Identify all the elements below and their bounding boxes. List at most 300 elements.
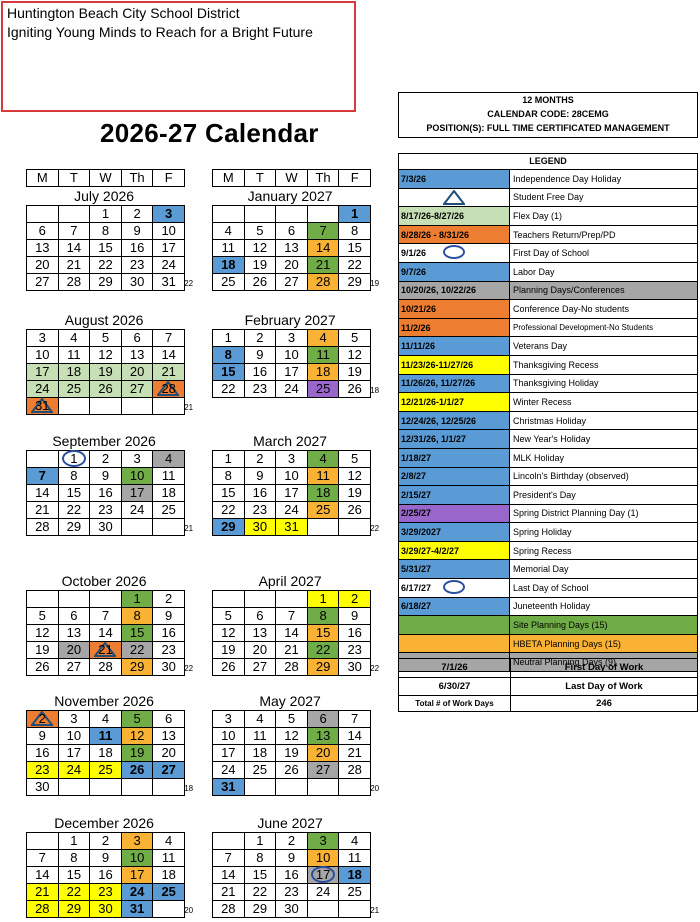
circle-icon <box>443 580 465 594</box>
legend-row <box>399 560 697 579</box>
legend-label: New Year's Holiday <box>513 434 591 445</box>
day-cell <box>338 641 371 659</box>
day-number: 28 <box>35 519 50 534</box>
day-number: 29 <box>66 901 82 916</box>
week-row <box>27 779 185 796</box>
day-number: 4 <box>165 451 173 466</box>
day-number: 24 <box>161 257 176 272</box>
month-title: June 2027 <box>257 815 323 831</box>
day-cell <box>58 467 91 485</box>
day-number: 9 <box>287 850 296 865</box>
day-number: 17 <box>66 745 82 760</box>
day-number: 25 <box>66 381 82 396</box>
day-number: 3 <box>287 451 296 466</box>
day-cell <box>89 467 122 485</box>
legend-key-text: 1/18/27 <box>401 452 432 463</box>
day-cell <box>58 518 91 536</box>
day-number: 21 <box>35 884 50 899</box>
day-number: 16 <box>35 745 50 760</box>
week-row <box>213 330 371 347</box>
day-cell <box>121 832 154 850</box>
day-cell <box>58 590 91 608</box>
day-number: 20 <box>35 257 50 272</box>
day-number: 8 <box>70 468 78 483</box>
legend-key-text: 11/26/26, 11/27/26 <box>401 378 476 389</box>
day-cell <box>58 658 91 676</box>
week-row <box>27 381 185 398</box>
day-cell <box>338 346 371 364</box>
week-row <box>27 451 185 468</box>
day-cell <box>212 744 245 762</box>
week-row <box>27 711 185 728</box>
day-number: 19 <box>129 745 145 760</box>
day-cell <box>338 205 371 223</box>
day-cell <box>89 727 122 745</box>
day-number: 8 <box>256 850 264 865</box>
day-number: 21 <box>66 257 82 272</box>
day-number: 2 <box>165 591 173 606</box>
day-number: 29 <box>221 519 236 534</box>
legend-key-text: 10/20/26, 10/22/26 <box>401 285 477 296</box>
day-number: 10 <box>129 850 145 865</box>
day-number: 4 <box>319 330 327 345</box>
legend-key <box>399 170 510 188</box>
day-number: 8 <box>133 608 141 623</box>
week-row <box>213 519 371 536</box>
week-row <box>27 591 185 608</box>
day-cell <box>244 363 277 381</box>
legend-key-text: 11/2/26 <box>401 322 431 333</box>
day-cell <box>26 273 59 291</box>
day-cell <box>212 710 245 728</box>
day-cell <box>121 363 154 381</box>
day-cell <box>244 866 277 884</box>
day-cell <box>89 658 122 676</box>
legend-row <box>399 598 697 617</box>
day-cell <box>275 900 308 918</box>
day-number: 15 <box>98 240 113 255</box>
day-cell <box>244 607 277 625</box>
weekday-label: M <box>26 169 59 187</box>
day-number: 30 <box>98 519 113 534</box>
weekday-label: Th <box>307 169 340 187</box>
day-cell <box>26 501 59 519</box>
day-number: 24 <box>315 884 331 899</box>
legend-row <box>399 282 697 301</box>
day-number: 30 <box>129 274 145 289</box>
month-title: April 2027 <box>258 573 322 589</box>
day-number: 12 <box>284 728 299 743</box>
day-cell <box>152 744 185 762</box>
day-cell <box>26 222 59 240</box>
legend-label: MLK Holiday <box>513 452 565 463</box>
day-cell <box>26 658 59 676</box>
day-cell <box>121 883 154 901</box>
first-day-row <box>399 659 697 678</box>
day-number: 25 <box>98 762 113 777</box>
day-cell <box>121 849 154 867</box>
day-number: 14 <box>315 240 331 255</box>
week-row <box>213 833 371 850</box>
day-number: 10 <box>129 468 145 483</box>
day-cell <box>89 761 122 779</box>
day-cell <box>212 239 245 257</box>
day-number: 2 <box>287 833 296 848</box>
day-cell <box>307 329 340 347</box>
day-number: 16 <box>252 485 268 500</box>
day-cell <box>121 624 154 642</box>
district-name: Huntington Beach City School District <box>7 5 240 21</box>
legend-heading: LEGEND <box>399 154 697 170</box>
day-cell <box>89 484 122 502</box>
weekday-label: Th <box>121 169 154 187</box>
day-number: 23 <box>161 642 176 657</box>
day-number: 8 <box>101 223 110 238</box>
day-cell <box>26 467 59 485</box>
day-number: 12 <box>221 625 236 640</box>
day-cell <box>307 727 340 745</box>
day-cell <box>244 900 277 918</box>
day-number: 8 <box>351 223 359 238</box>
week-row <box>27 347 185 364</box>
day-number: 21 <box>284 642 299 657</box>
day-number: 9 <box>256 347 264 362</box>
legend-key <box>399 579 510 597</box>
day-number: 4 <box>165 833 173 848</box>
day-number: 19 <box>284 745 299 760</box>
day-number: 2 <box>256 451 264 466</box>
legend-label: Lincoln's Birthday (observed) <box>513 471 629 482</box>
day-cell <box>89 607 122 625</box>
day-cell <box>307 467 340 485</box>
week-row <box>27 625 185 642</box>
legend-row <box>399 170 697 189</box>
day-cell <box>89 222 122 240</box>
week-row <box>213 728 371 745</box>
week-row <box>27 659 185 676</box>
day-number: 25 <box>161 502 176 517</box>
day-cell <box>244 761 277 779</box>
legend-row <box>399 244 697 263</box>
day-cell <box>58 346 91 364</box>
day-number: 3 <box>70 711 78 726</box>
day-cell <box>244 624 277 642</box>
day-cell <box>58 329 91 347</box>
day-cell <box>275 658 308 676</box>
legend-label: Student Free Day <box>513 192 584 203</box>
day-cell <box>212 607 245 625</box>
day-number: 31 <box>221 779 236 794</box>
day-cell <box>26 256 59 274</box>
day-cell <box>307 450 340 468</box>
day-cell <box>26 346 59 364</box>
day-cell <box>338 710 371 728</box>
day-cell <box>244 641 277 659</box>
day-number: 21 <box>221 884 236 899</box>
day-cell <box>121 329 154 347</box>
day-number: 15 <box>347 240 362 255</box>
day-number: 27 <box>315 762 331 777</box>
day-cell <box>121 744 154 762</box>
legend-label: Flex Day (1) <box>513 210 563 221</box>
day-cell <box>212 778 245 796</box>
day-number: 22 <box>129 642 145 657</box>
day-number: 26 <box>347 381 362 396</box>
day-cell <box>307 239 340 257</box>
day-number: 30 <box>252 519 268 534</box>
day-cell <box>89 624 122 642</box>
day-cell <box>121 380 154 398</box>
month-title: November 2026 <box>54 693 154 709</box>
legend-label: First Day of School <box>513 248 590 259</box>
day-cell <box>152 397 185 415</box>
day-cell <box>58 273 91 291</box>
day-number: 4 <box>319 451 327 466</box>
day-cell <box>338 484 371 502</box>
legend-key <box>399 300 510 318</box>
day-cell <box>26 710 59 728</box>
day-cell <box>212 658 245 676</box>
day-number: 14 <box>161 347 176 362</box>
day-number: 25 <box>315 502 331 517</box>
legend-key <box>399 560 510 578</box>
day-number: 23 <box>347 642 362 657</box>
day-cell <box>58 641 91 659</box>
day-cell <box>244 727 277 745</box>
day-cell <box>275 607 308 625</box>
day-cell <box>26 761 59 779</box>
day-cell <box>338 866 371 884</box>
week-row <box>213 591 371 608</box>
day-number: 6 <box>38 223 46 238</box>
week-row <box>27 850 185 867</box>
day-cell <box>338 624 371 642</box>
day-cell <box>244 329 277 347</box>
legend-key <box>399 263 510 281</box>
day-number: 23 <box>98 884 113 899</box>
day-cell <box>275 641 308 659</box>
day-number: 1 <box>224 451 232 466</box>
legend-key-text: 2/15/27 <box>401 489 432 500</box>
day-number: 14 <box>98 625 113 640</box>
day-cell <box>121 658 154 676</box>
day-cell <box>58 866 91 884</box>
day-number: 10 <box>35 347 50 362</box>
month-title: February 2027 <box>244 312 336 328</box>
day-cell <box>212 329 245 347</box>
legend-label: Thanksgiving Recess <box>513 359 599 370</box>
day-number: 5 <box>351 330 359 345</box>
day-number: 24 <box>284 381 299 396</box>
day-cell <box>338 658 371 676</box>
day-number: 26 <box>347 502 362 517</box>
day-cell <box>307 484 340 502</box>
day-number: 7 <box>351 711 359 726</box>
day-number: 9 <box>101 468 110 483</box>
week-row <box>27 206 185 223</box>
day-cell <box>338 256 371 274</box>
week-row <box>213 240 371 257</box>
day-cell <box>244 346 277 364</box>
day-number: 12 <box>347 347 362 362</box>
day-number: 18 <box>161 485 176 500</box>
day-number: 1 <box>70 833 78 848</box>
day-cell <box>152 239 185 257</box>
legend-row <box>399 579 697 598</box>
day-cell <box>26 624 59 642</box>
day-cell <box>152 590 185 608</box>
week-row <box>27 728 185 745</box>
day-cell <box>275 727 308 745</box>
month-work-day-count: 21 <box>370 906 380 915</box>
day-number: 27 <box>129 381 145 396</box>
code-line-code: CALENDAR CODE: 28CEMG <box>487 109 609 119</box>
day-cell <box>275 222 308 240</box>
day-cell <box>89 518 122 536</box>
day-cell <box>121 484 154 502</box>
day-cell <box>338 778 371 796</box>
month-work-day-count: 22 <box>184 664 194 673</box>
day-cell <box>275 380 308 398</box>
day-number: 16 <box>347 625 362 640</box>
code-line-position: POSITION(S): FULL TIME CERTIFICATED MANAGEMENT <box>426 123 670 133</box>
week-row <box>27 884 185 901</box>
day-cell <box>275 329 308 347</box>
day-cell <box>338 518 371 536</box>
day-number: 1 <box>70 451 78 466</box>
legend-row <box>399 337 697 356</box>
day-cell <box>26 590 59 608</box>
day-cell <box>244 205 277 223</box>
day-cell <box>58 239 91 257</box>
day-number: 17 <box>129 867 145 882</box>
weekday-label: M <box>212 169 245 187</box>
day-cell <box>307 273 340 291</box>
day-number: 28 <box>35 901 50 916</box>
legend-label: Conference Day-No students <box>513 303 630 314</box>
day-number: 7 <box>38 468 46 483</box>
day-number: 23 <box>129 257 145 272</box>
day-cell <box>275 467 308 485</box>
legend-row <box>399 319 697 338</box>
day-cell <box>212 273 245 291</box>
month-work-day-count: 22 <box>370 524 380 533</box>
day-cell <box>338 501 371 519</box>
day-cell <box>244 883 277 901</box>
day-cell <box>275 744 308 762</box>
day-number: 7 <box>165 330 173 345</box>
day-cell <box>58 380 91 398</box>
day-number: 28 <box>98 659 113 674</box>
legend-key-text: 6/18/27 <box>401 601 432 612</box>
day-cell <box>307 624 340 642</box>
day-number: 3 <box>38 330 46 345</box>
work-days-table <box>398 658 698 712</box>
legend-row <box>399 486 697 505</box>
day-number: 15 <box>66 485 82 500</box>
day-cell <box>89 832 122 850</box>
month-title: September 2026 <box>52 433 156 449</box>
week-row <box>27 502 185 519</box>
day-cell <box>244 590 277 608</box>
day-cell <box>152 484 185 502</box>
day-cell <box>152 624 185 642</box>
month-work-day-count: 21 <box>184 403 194 412</box>
day-number: 6 <box>256 608 264 623</box>
day-number: 30 <box>284 901 299 916</box>
day-cell <box>152 832 185 850</box>
day-number: 15 <box>315 625 331 640</box>
month-title: January 2027 <box>247 188 333 204</box>
day-cell <box>244 832 277 850</box>
day-cell <box>244 222 277 240</box>
weekday-label: T <box>244 169 277 187</box>
week-row <box>213 451 371 468</box>
week-row <box>213 779 371 796</box>
day-cell <box>152 346 185 364</box>
day-number: 11 <box>67 347 81 362</box>
day-cell <box>121 866 154 884</box>
day-number: 1 <box>133 591 141 606</box>
week-row <box>27 901 185 918</box>
legend-key <box>399 598 510 616</box>
day-cell <box>212 727 245 745</box>
day-cell <box>121 501 154 519</box>
day-number: 17 <box>221 745 236 760</box>
day-number: 23 <box>98 502 113 517</box>
week-row <box>213 223 371 240</box>
legend-key <box>399 412 510 430</box>
day-cell <box>338 883 371 901</box>
week-row <box>213 274 371 291</box>
day-number: 17 <box>315 867 331 882</box>
day-number: 18 <box>221 257 236 272</box>
day-cell <box>58 744 91 762</box>
legend-row <box>399 263 697 282</box>
day-number: 14 <box>284 625 299 640</box>
day-cell <box>212 761 245 779</box>
legend-label: Teachers Return/Prep/PD <box>513 229 616 240</box>
day-cell <box>307 778 340 796</box>
day-cell <box>26 518 59 536</box>
day-cell <box>212 590 245 608</box>
weekday-label: F <box>338 169 371 187</box>
day-cell <box>307 205 340 223</box>
day-number: 26 <box>129 762 145 777</box>
legend-label: President's Day <box>513 489 576 500</box>
day-number: 19 <box>221 642 236 657</box>
day-cell <box>152 363 185 381</box>
day-cell <box>275 624 308 642</box>
week-row <box>213 867 371 884</box>
legend-key <box>399 375 510 393</box>
day-cell <box>275 273 308 291</box>
day-cell <box>307 607 340 625</box>
day-number: 19 <box>347 485 362 500</box>
day-cell <box>307 710 340 728</box>
day-cell <box>89 397 122 415</box>
page-title: 2026-27 Calendar <box>100 118 319 148</box>
day-number: 5 <box>38 608 46 623</box>
month-work-day-count: 20 <box>370 784 380 793</box>
day-number: 26 <box>252 274 268 289</box>
total-days-row <box>399 696 697 711</box>
day-number: 23 <box>252 381 268 396</box>
day-cell <box>58 607 91 625</box>
day-number: 3 <box>319 833 327 848</box>
day-number: 28 <box>161 381 176 396</box>
day-cell <box>26 397 59 415</box>
